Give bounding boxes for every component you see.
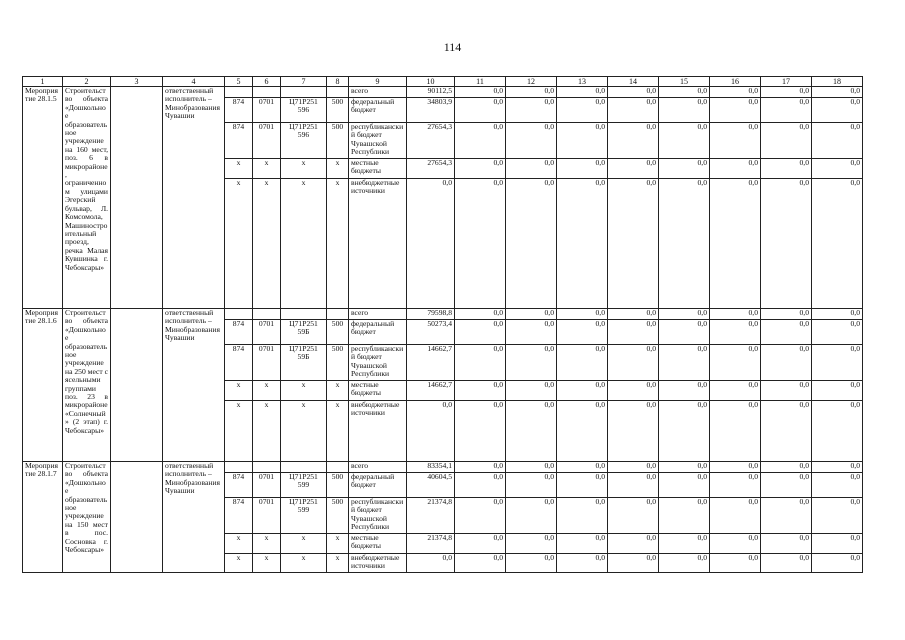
- amount-cell: 0,0: [608, 179, 659, 309]
- amount-cell: 14662,7: [407, 345, 455, 381]
- table-row: [23, 462, 863, 473]
- amount-cell: 0,0: [659, 159, 710, 179]
- code-cell: Ц71Р251 596: [281, 123, 327, 159]
- code-cell: x: [253, 179, 281, 309]
- amount-cell: 0,0: [608, 473, 659, 498]
- amount-cell: 0,0: [557, 462, 608, 473]
- executor-label: ответственный исполнитель – Минобразования Чувашии: [163, 87, 225, 309]
- object-description: Строительство объекта «Дошкольное образовательное учреждение на 160 мест, поз. 6 в микрорайоне, ограниченном улицами Эгерский бульвар, Л. Комсомола, Машиностроительный проезд, речка Малая Кувшинка г. Чебоксары»: [63, 87, 111, 309]
- amount-cell: 0,0: [455, 309, 506, 320]
- funding-source: республиканский бюджет Чувашской Республики: [349, 345, 407, 381]
- amount-cell: 0,0: [710, 345, 761, 381]
- amount-cell: 0,0: [608, 159, 659, 179]
- code-cell: x: [281, 554, 327, 573]
- amount-cell: 0,0: [659, 554, 710, 573]
- header-cell: 1: [23, 77, 63, 87]
- code-cell: 0701: [253, 345, 281, 381]
- header-cell: 10: [407, 77, 455, 87]
- amount-cell: 0,0: [710, 534, 761, 554]
- amount-cell: 0,0: [557, 554, 608, 573]
- amount-cell: 0,0: [812, 309, 863, 320]
- code-cell: 500: [327, 98, 349, 123]
- header-cell: 6: [253, 77, 281, 87]
- funding-source: внебюджетные источники: [349, 179, 407, 309]
- amount-cell: 40604,5: [407, 473, 455, 498]
- code-cell: x: [253, 381, 281, 401]
- amount-cell: 0,0: [506, 462, 557, 473]
- header-cell: 14: [608, 77, 659, 87]
- code-cell: 874: [225, 320, 253, 345]
- amount-cell: 14662,7: [407, 381, 455, 401]
- amount-cell: 0,0: [455, 159, 506, 179]
- code-cell: x: [225, 159, 253, 179]
- amount-cell: 0,0: [506, 534, 557, 554]
- amount-cell: 0,0: [761, 320, 812, 345]
- header-row: [23, 77, 863, 87]
- event-label: Мероприятие 28.1.7: [23, 462, 63, 573]
- executor-label: ответственный исполнитель – Минобразования Чувашии: [163, 462, 225, 573]
- code-cell: x: [225, 534, 253, 554]
- code-cell: x: [225, 179, 253, 309]
- amount-cell: 0,0: [608, 320, 659, 345]
- amount-cell: 0,0: [659, 345, 710, 381]
- amount-cell: 0,0: [710, 473, 761, 498]
- amount-cell: 0,0: [659, 498, 710, 534]
- amount-cell: 0,0: [659, 401, 710, 462]
- amount-cell: 0,0: [710, 498, 761, 534]
- funding-source: внебюджетные источники: [349, 554, 407, 573]
- amount-cell: 0,0: [608, 98, 659, 123]
- code-cell: [225, 462, 253, 473]
- code-cell: x: [281, 179, 327, 309]
- amount-cell: 0,0: [812, 498, 863, 534]
- code-cell: [253, 462, 281, 473]
- code-cell: 0701: [253, 98, 281, 123]
- amount-cell: 0,0: [659, 309, 710, 320]
- amount-cell: 0,0: [812, 345, 863, 381]
- code-cell: 874: [225, 473, 253, 498]
- amount-cell: 0,0: [608, 462, 659, 473]
- amount-cell: 0,0: [812, 159, 863, 179]
- amount-cell: 0,0: [761, 498, 812, 534]
- code-cell: 500: [327, 473, 349, 498]
- amount-cell: 0,0: [659, 462, 710, 473]
- amount-cell: 0,0: [659, 87, 710, 98]
- amount-cell: 0,0: [761, 554, 812, 573]
- code-cell: 0701: [253, 473, 281, 498]
- amount-cell: 0,0: [659, 98, 710, 123]
- header-cell: 16: [710, 77, 761, 87]
- amount-cell: 0,0: [557, 320, 608, 345]
- code-cell: Ц71Р251 596: [281, 98, 327, 123]
- event-label: Мероприятие 28.1.5: [23, 87, 63, 309]
- funding-source: всего: [349, 87, 407, 98]
- amount-cell: 0,0: [455, 381, 506, 401]
- amount-cell: 0,0: [506, 473, 557, 498]
- amount-cell: 27654,3: [407, 159, 455, 179]
- amount-cell: 0,0: [407, 401, 455, 462]
- amount-cell: 0,0: [659, 179, 710, 309]
- amount-cell: 0,0: [761, 401, 812, 462]
- code-cell: x: [281, 381, 327, 401]
- amount-cell: 0,0: [455, 534, 506, 554]
- amount-cell: 0,0: [761, 309, 812, 320]
- code-cell: x: [327, 401, 349, 462]
- amount-cell: 0,0: [506, 159, 557, 179]
- amount-cell: 0,0: [710, 320, 761, 345]
- amount-cell: 0,0: [455, 462, 506, 473]
- code-cell: [281, 87, 327, 98]
- amount-cell: 0,0: [761, 98, 812, 123]
- amount-cell: 0,0: [659, 473, 710, 498]
- amount-cell: 0,0: [761, 381, 812, 401]
- amount-cell: 21374,8: [407, 498, 455, 534]
- header-cell: 8: [327, 77, 349, 87]
- code-cell: [327, 87, 349, 98]
- amount-cell: 0,0: [659, 381, 710, 401]
- code-cell: [327, 309, 349, 320]
- amount-cell: 0,0: [557, 401, 608, 462]
- amount-cell: 0,0: [761, 123, 812, 159]
- amount-cell: 0,0: [506, 401, 557, 462]
- amount-cell: 0,0: [506, 381, 557, 401]
- amount-cell: 0,0: [455, 87, 506, 98]
- code-cell: x: [327, 554, 349, 573]
- code-cell: x: [327, 159, 349, 179]
- amount-cell: 0,0: [506, 498, 557, 534]
- funding-source: местные бюджеты: [349, 381, 407, 401]
- amount-cell: 0,0: [710, 87, 761, 98]
- header-cell: 18: [812, 77, 863, 87]
- code-cell: x: [253, 159, 281, 179]
- amount-cell: 0,0: [455, 498, 506, 534]
- code-cell: x: [281, 401, 327, 462]
- code-cell: 500: [327, 498, 349, 534]
- code-cell: 0701: [253, 123, 281, 159]
- amount-cell: 0,0: [659, 123, 710, 159]
- amount-cell: 0,0: [557, 179, 608, 309]
- code-cell: [225, 87, 253, 98]
- header-cell: 11: [455, 77, 506, 87]
- code-cell: x: [253, 401, 281, 462]
- code-cell: x: [281, 534, 327, 554]
- code-cell: x: [327, 534, 349, 554]
- code-cell: Ц71Р251 599: [281, 498, 327, 534]
- code-cell: 500: [327, 320, 349, 345]
- amount-cell: 0,0: [812, 179, 863, 309]
- amount-cell: 0,0: [659, 534, 710, 554]
- empty-cell: [111, 309, 163, 462]
- code-cell: x: [327, 381, 349, 401]
- amount-cell: 0,0: [557, 123, 608, 159]
- code-cell: [225, 309, 253, 320]
- funding-source: республиканский бюджет Чувашской Республики: [349, 498, 407, 534]
- code-cell: Ц71Р251 599: [281, 473, 327, 498]
- table-row: [23, 309, 863, 320]
- amount-cell: 0,0: [455, 345, 506, 381]
- amount-cell: 0,0: [761, 159, 812, 179]
- amount-cell: 0,0: [608, 123, 659, 159]
- funding-source: федеральный бюджет: [349, 98, 407, 123]
- code-cell: [253, 87, 281, 98]
- code-cell: 0701: [253, 320, 281, 345]
- amount-cell: 0,0: [812, 381, 863, 401]
- amount-cell: 0,0: [761, 462, 812, 473]
- page-number: 114: [443, 40, 462, 54]
- amount-cell: 0,0: [506, 98, 557, 123]
- code-cell: x: [253, 554, 281, 573]
- amount-cell: 34803,9: [407, 98, 455, 123]
- amount-cell: 0,0: [455, 98, 506, 123]
- code-cell: [253, 309, 281, 320]
- amount-cell: 0,0: [812, 462, 863, 473]
- amount-cell: 0,0: [557, 87, 608, 98]
- code-cell: 874: [225, 498, 253, 534]
- header-cell: 5: [225, 77, 253, 87]
- code-cell: x: [281, 159, 327, 179]
- code-cell: Ц71Р251 59Б: [281, 345, 327, 381]
- amount-cell: 0,0: [608, 498, 659, 534]
- code-cell: 874: [225, 345, 253, 381]
- header-cell: 12: [506, 77, 557, 87]
- code-cell: Ц71Р251 59Б: [281, 320, 327, 345]
- amount-cell: 0,0: [812, 320, 863, 345]
- funding-table: [22, 76, 863, 573]
- code-cell: x: [253, 534, 281, 554]
- amount-cell: 0,0: [608, 381, 659, 401]
- funding-source: внебюджетные источники: [349, 401, 407, 462]
- funding-source: всего: [349, 462, 407, 473]
- amount-cell: 0,0: [812, 401, 863, 462]
- amount-cell: 0,0: [506, 320, 557, 345]
- amount-cell: 0,0: [557, 345, 608, 381]
- header-cell: 15: [659, 77, 710, 87]
- amount-cell: 0,0: [407, 554, 455, 573]
- amount-cell: 0,0: [761, 179, 812, 309]
- amount-cell: 0,0: [608, 345, 659, 381]
- amount-cell: 0,0: [407, 179, 455, 309]
- amount-cell: 0,0: [455, 179, 506, 309]
- code-cell: [281, 462, 327, 473]
- header-cell: 4: [163, 77, 225, 87]
- funding-source: республиканский бюджет Чувашской Республики: [349, 123, 407, 159]
- amount-cell: 90112,5: [407, 87, 455, 98]
- amount-cell: 0,0: [557, 473, 608, 498]
- amount-cell: 0,0: [557, 159, 608, 179]
- amount-cell: 0,0: [557, 498, 608, 534]
- header-cell: 13: [557, 77, 608, 87]
- header-cell: 2: [63, 77, 111, 87]
- amount-cell: 0,0: [506, 123, 557, 159]
- amount-cell: 0,0: [761, 345, 812, 381]
- amount-cell: 0,0: [557, 309, 608, 320]
- code-cell: x: [225, 401, 253, 462]
- amount-cell: 0,0: [455, 320, 506, 345]
- amount-cell: 0,0: [812, 473, 863, 498]
- event-label: Мероприятие 28.1.6: [23, 309, 63, 462]
- amount-cell: 83354,1: [407, 462, 455, 473]
- amount-cell: 0,0: [608, 401, 659, 462]
- amount-cell: 21374,8: [407, 534, 455, 554]
- code-cell: 500: [327, 123, 349, 159]
- amount-cell: 0,0: [506, 554, 557, 573]
- code-cell: x: [327, 179, 349, 309]
- table-row: [23, 87, 863, 98]
- header-cell: 7: [281, 77, 327, 87]
- amount-cell: 0,0: [710, 123, 761, 159]
- code-cell: [281, 309, 327, 320]
- amount-cell: 0,0: [710, 462, 761, 473]
- empty-cell: [111, 87, 163, 309]
- amount-cell: 0,0: [608, 87, 659, 98]
- amount-cell: 0,0: [710, 381, 761, 401]
- object-description: Строительство объекта «Дошкольное образовательное учреждение на 150 мест в пос. Сосновка г. Чебоксары»: [63, 462, 111, 573]
- executor-label: ответственный исполнитель – Минобразования Чувашии: [163, 309, 225, 462]
- header-cell: 17: [761, 77, 812, 87]
- funding-source: местные бюджеты: [349, 534, 407, 554]
- amount-cell: 0,0: [557, 381, 608, 401]
- amount-cell: 0,0: [506, 87, 557, 98]
- amount-cell: 0,0: [608, 554, 659, 573]
- amount-cell: 0,0: [710, 401, 761, 462]
- amount-cell: 0,0: [761, 473, 812, 498]
- code-cell: [327, 462, 349, 473]
- funding-source: всего: [349, 309, 407, 320]
- amount-cell: 0,0: [710, 309, 761, 320]
- funding-source: федеральный бюджет: [349, 320, 407, 345]
- amount-cell: 0,0: [761, 87, 812, 98]
- empty-cell: [111, 462, 163, 573]
- amount-cell: 0,0: [659, 320, 710, 345]
- amount-cell: 0,0: [557, 98, 608, 123]
- code-cell: 500: [327, 345, 349, 381]
- amount-cell: 50273,4: [407, 320, 455, 345]
- amount-cell: 0,0: [455, 401, 506, 462]
- amount-cell: 0,0: [761, 534, 812, 554]
- amount-cell: 79598,8: [407, 309, 455, 320]
- amount-cell: 0,0: [506, 179, 557, 309]
- amount-cell: 0,0: [455, 123, 506, 159]
- amount-cell: 0,0: [608, 534, 659, 554]
- amount-cell: 0,0: [812, 123, 863, 159]
- code-cell: 874: [225, 123, 253, 159]
- amount-cell: 0,0: [710, 179, 761, 309]
- amount-cell: 0,0: [812, 534, 863, 554]
- amount-cell: 0,0: [710, 554, 761, 573]
- amount-cell: 0,0: [812, 87, 863, 98]
- code-cell: 874: [225, 98, 253, 123]
- amount-cell: 27654,3: [407, 123, 455, 159]
- amount-cell: 0,0: [506, 345, 557, 381]
- amount-cell: 0,0: [506, 309, 557, 320]
- object-description: Строительство объекта «Дошкольное образовательное учреждение на 250 мест с ясельными группами поз. 23 в микрорайоне «Солнечный» (2 этап) г. Чебоксары»: [63, 309, 111, 462]
- header-cell: 3: [111, 77, 163, 87]
- code-cell: x: [225, 554, 253, 573]
- amount-cell: 0,0: [812, 98, 863, 123]
- code-cell: 0701: [253, 498, 281, 534]
- amount-cell: 0,0: [455, 473, 506, 498]
- amount-cell: 0,0: [608, 309, 659, 320]
- funding-source: местные бюджеты: [349, 159, 407, 179]
- code-cell: x: [225, 381, 253, 401]
- amount-cell: 0,0: [812, 554, 863, 573]
- amount-cell: 0,0: [710, 98, 761, 123]
- amount-cell: 0,0: [455, 554, 506, 573]
- amount-cell: 0,0: [557, 534, 608, 554]
- amount-cell: 0,0: [710, 159, 761, 179]
- header-cell: 9: [349, 77, 407, 87]
- funding-source: федеральный бюджет: [349, 473, 407, 498]
